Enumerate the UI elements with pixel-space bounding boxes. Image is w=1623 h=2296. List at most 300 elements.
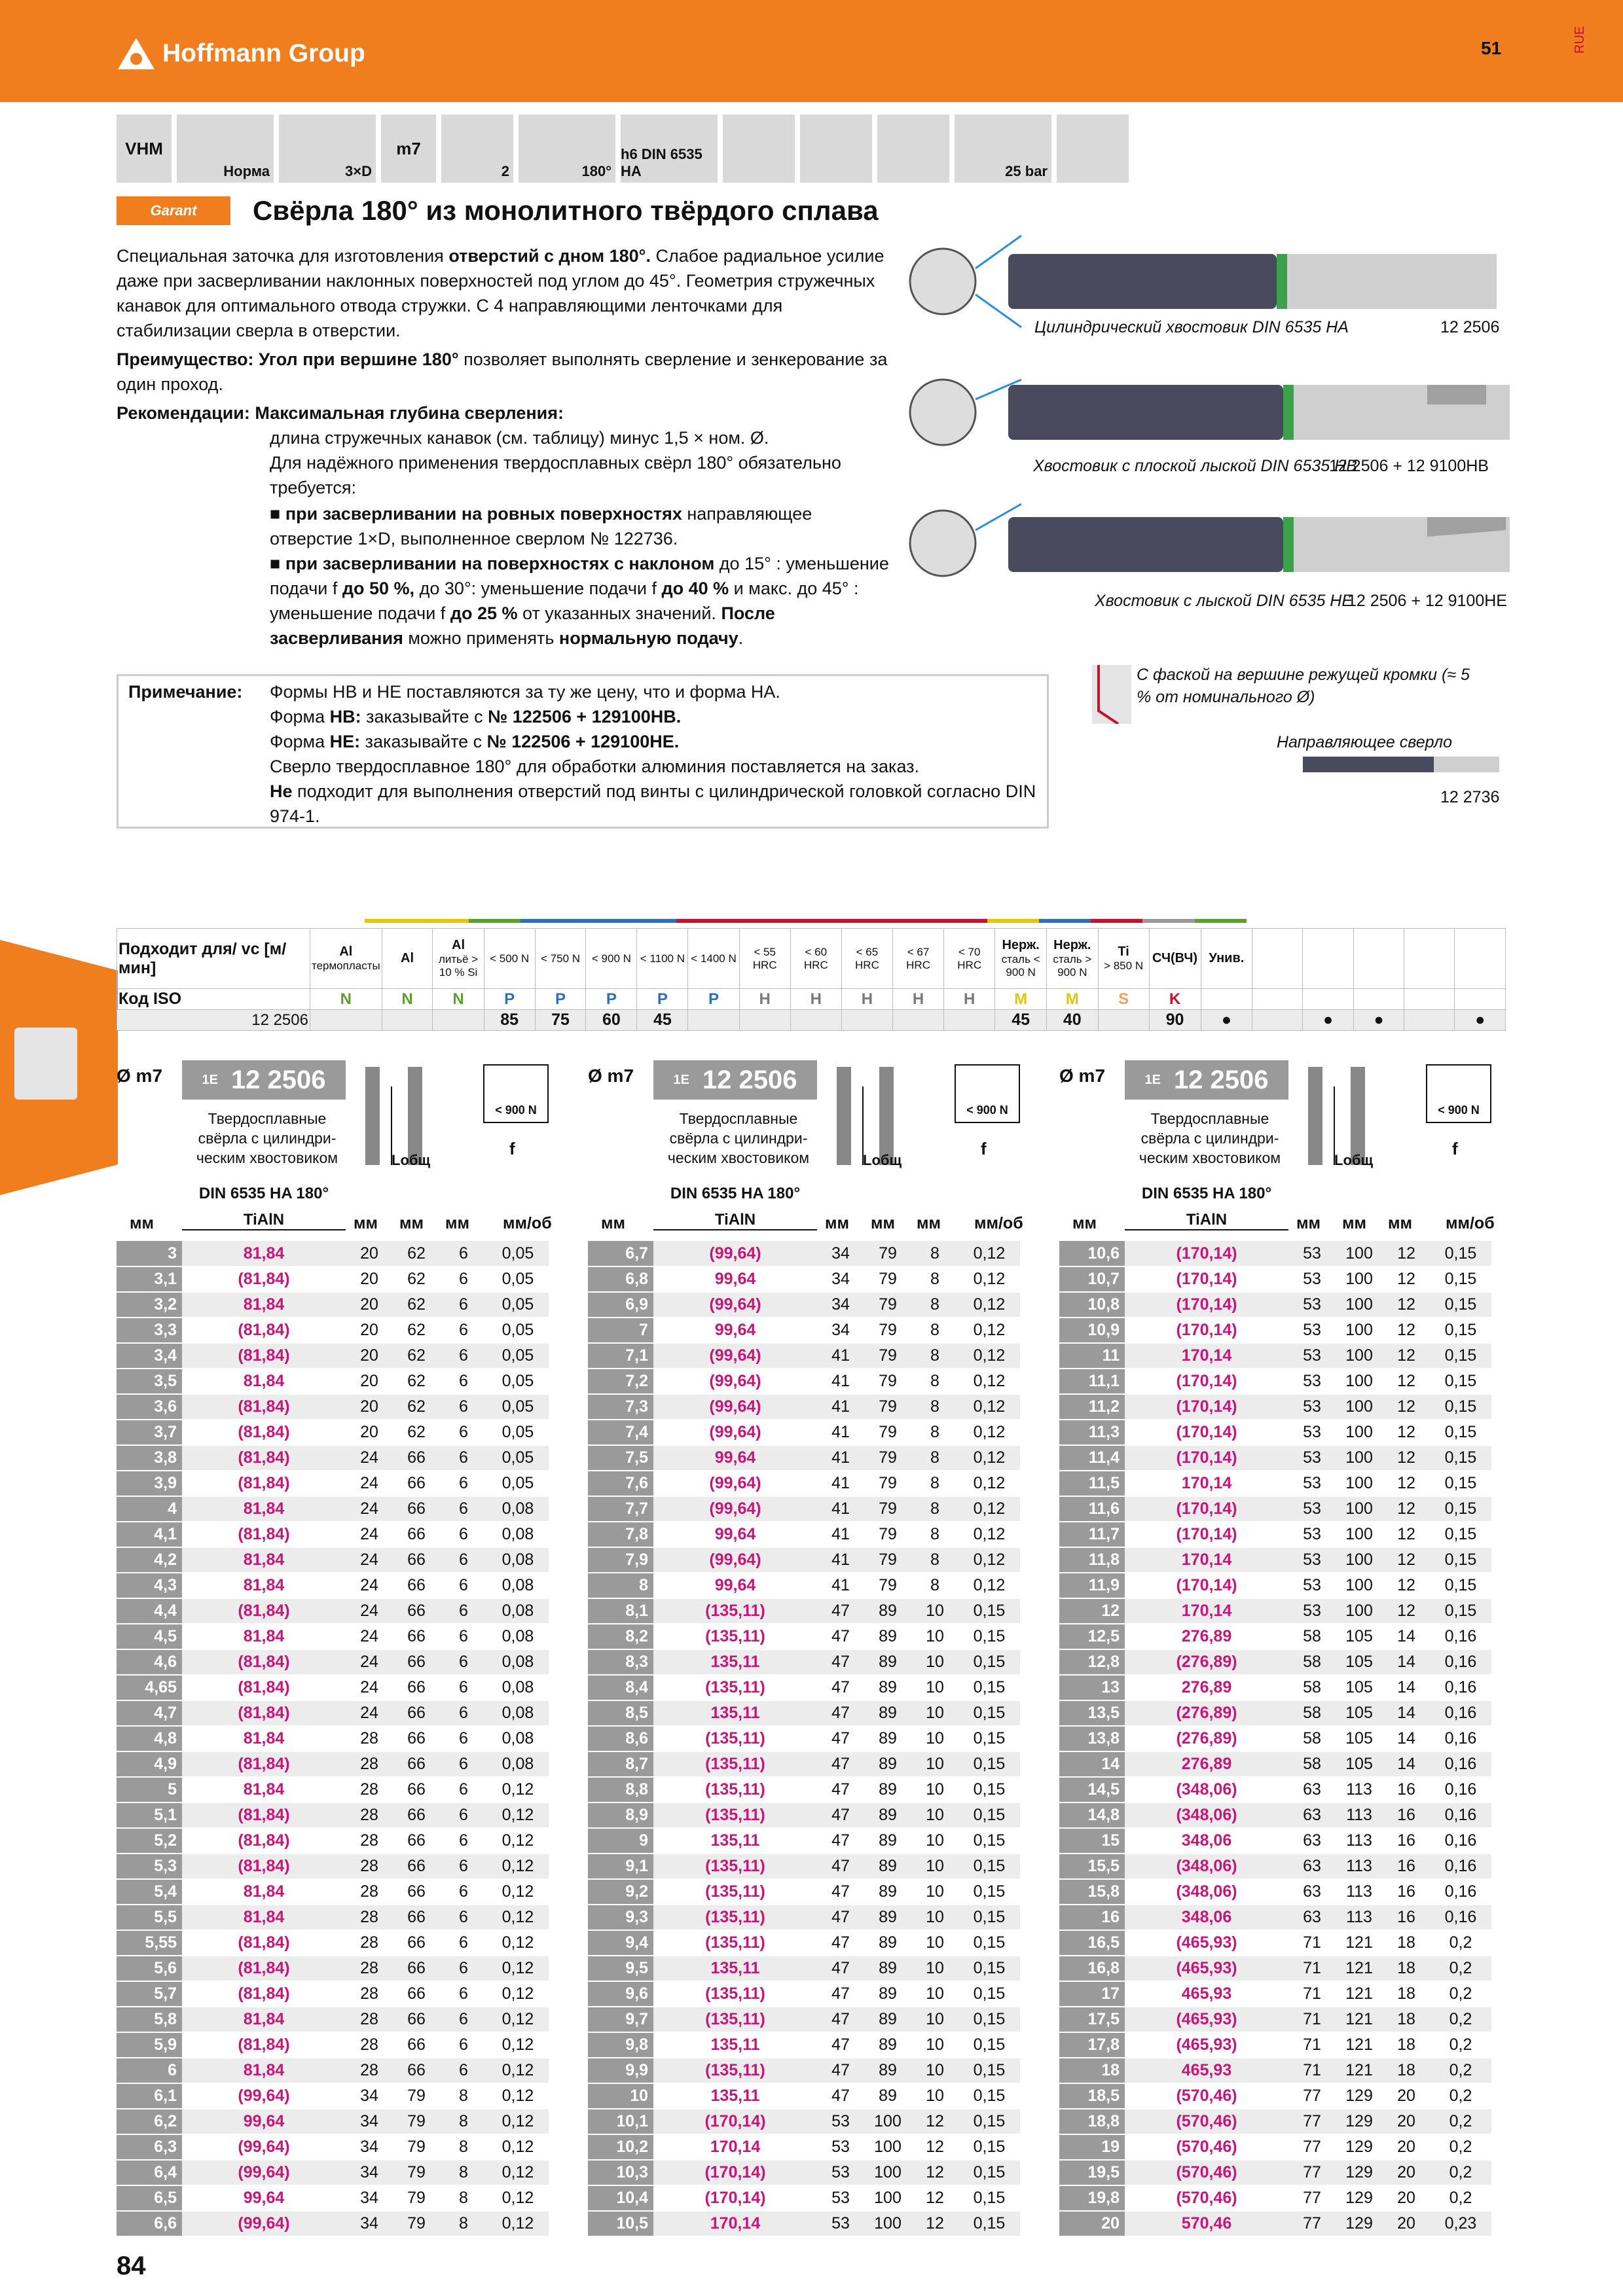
diameter-cell: 14 bbox=[1059, 1751, 1125, 1777]
material-col-sub: литьё > 10 % Si bbox=[438, 953, 479, 978]
feed-cell: 0,15 bbox=[958, 1675, 1020, 1700]
shank-cell: 12 bbox=[1383, 1420, 1430, 1445]
diameter-cell: 11,4 bbox=[1059, 1445, 1125, 1471]
din-label: DIN 6535 HA 180° bbox=[198, 1185, 329, 1202]
total-length-cell: 89 bbox=[864, 1956, 911, 1981]
steel-limit-icon: < 900 N bbox=[955, 1064, 1020, 1123]
icon-label: h6 DIN 6535 HA bbox=[621, 146, 702, 179]
material-col bbox=[433, 929, 484, 989]
total-length-cell: 62 bbox=[393, 1241, 440, 1266]
total-length-cell: 79 bbox=[393, 2185, 440, 2211]
feed-cell: 0,15 bbox=[1430, 1292, 1491, 1318]
total-length-cell: 66 bbox=[393, 1981, 440, 2007]
flute-length-cell: 34 bbox=[346, 2160, 393, 2185]
vc-value bbox=[1252, 1010, 1303, 1031]
shank-cell: 6 bbox=[440, 1496, 487, 1522]
shank-cell: 14 bbox=[1383, 1751, 1430, 1777]
feed-cell: 0,15 bbox=[958, 1803, 1020, 1828]
material-color-band bbox=[936, 919, 987, 923]
table-row bbox=[1059, 1854, 1491, 1879]
table-row bbox=[1059, 2109, 1491, 2134]
table-row bbox=[1059, 1930, 1491, 1956]
diameter-cell: 9,8 bbox=[588, 2032, 653, 2058]
flute-length-cell: 28 bbox=[346, 1828, 393, 1854]
diameter-cell: 14,8 bbox=[1059, 1803, 1125, 1828]
feed-cell: 0,12 bbox=[487, 1803, 549, 1828]
table-row bbox=[117, 1956, 549, 1981]
flute-length-cell: 41 bbox=[817, 1573, 864, 1598]
drill-ha-image bbox=[910, 236, 1497, 327]
shank-cell: 12 bbox=[1383, 1318, 1430, 1343]
flute-length-cell: 77 bbox=[1288, 2211, 1336, 2236]
flute-length-cell: 24 bbox=[346, 1598, 393, 1624]
price-cell: (465,93) bbox=[1125, 2032, 1288, 2058]
unit-feed: мм/об bbox=[503, 1214, 552, 1232]
iso-code: P bbox=[535, 989, 586, 1010]
total-length-cell: 66 bbox=[393, 2032, 440, 2058]
table-row bbox=[1059, 1700, 1491, 1726]
total-length-cell: 129 bbox=[1336, 2211, 1383, 2236]
feed-cell: 0,15 bbox=[1430, 1241, 1491, 1266]
flute-length-cell: 47 bbox=[817, 1930, 864, 1956]
shank-cell: 14 bbox=[1383, 1624, 1430, 1649]
diameter-cell: 18,5 bbox=[1059, 2083, 1125, 2109]
icon-label: 3×D bbox=[345, 163, 372, 179]
shank-cell: 6 bbox=[440, 1956, 487, 1981]
vc-value bbox=[1404, 1010, 1455, 1031]
total-length-cell: 79 bbox=[864, 1496, 911, 1522]
shank-cell: 6 bbox=[440, 1369, 487, 1394]
shank-cell: 10 bbox=[911, 1598, 958, 1624]
iso-code: P bbox=[637, 989, 688, 1010]
feed-cell: 0,16 bbox=[1430, 1751, 1491, 1777]
total-length-cell: 66 bbox=[393, 1598, 440, 1624]
table-row bbox=[588, 1828, 1020, 1854]
flute-length-cell: 71 bbox=[1288, 1956, 1336, 1981]
shank-cell: 6 bbox=[440, 1624, 487, 1649]
flute-length-cell: 71 bbox=[1288, 2058, 1336, 2083]
unit-mm: мм bbox=[1342, 1214, 1366, 1232]
diameter-cell: 5,9 bbox=[117, 2032, 182, 2058]
table-row bbox=[1059, 1803, 1491, 1828]
price-cell: (135,11) bbox=[653, 1777, 817, 1803]
shank-cell: 8 bbox=[911, 1343, 958, 1369]
table-row bbox=[1059, 1828, 1491, 1854]
total-length-cell: 89 bbox=[864, 1675, 911, 1700]
article-code-box bbox=[182, 1060, 346, 1100]
total-length-cell: 113 bbox=[1336, 1777, 1383, 1803]
price-cell: (81,84) bbox=[182, 1394, 346, 1420]
total-length-cell: 105 bbox=[1336, 1726, 1383, 1751]
flute-length-cell: 58 bbox=[1288, 1675, 1336, 1700]
material-col bbox=[1201, 929, 1252, 989]
total-length-cell: 79 bbox=[393, 2083, 440, 2109]
article-code-box bbox=[1125, 1060, 1288, 1100]
price-cell: (570,46) bbox=[1125, 2083, 1288, 2109]
price-cell: 348,06 bbox=[1125, 1828, 1288, 1854]
flute-length-cell: 53 bbox=[817, 2160, 864, 2185]
shank-cell: 6 bbox=[440, 1445, 487, 1471]
shank-cell: 6 bbox=[440, 1879, 487, 1905]
shank-cell: 12 bbox=[1383, 1471, 1430, 1496]
table-row bbox=[1059, 1879, 1491, 1905]
shank-cell: 10 bbox=[911, 1803, 958, 1828]
shank-cell: 18 bbox=[1383, 2032, 1430, 2058]
feed-cell: 0,15 bbox=[958, 1726, 1020, 1751]
price-cell: 99,64 bbox=[653, 1266, 817, 1292]
flute-length-cell: 20 bbox=[346, 1394, 393, 1420]
shank-cell: 20 bbox=[1383, 2185, 1430, 2211]
price-cell: (135,11) bbox=[653, 1624, 817, 1649]
price-cell: (81,84) bbox=[182, 1343, 346, 1369]
total-length-cell: 79 bbox=[864, 1445, 911, 1471]
price-cell: 81,84 bbox=[182, 1624, 346, 1649]
product-desc: Твердосплавные свёрла с цилиндри-ческим хвостовиком bbox=[667, 1110, 810, 1166]
diameter-cell: 3,9 bbox=[117, 1471, 182, 1496]
feed-cell: 0,05 bbox=[487, 1369, 549, 1394]
icon-label: 2 bbox=[501, 163, 509, 179]
total-length-cell: 79 bbox=[864, 1369, 911, 1394]
feed-cell: 0,15 bbox=[1430, 1598, 1491, 1624]
material-col bbox=[535, 929, 586, 989]
diameter-cell: 6,7 bbox=[588, 1241, 653, 1266]
table-row bbox=[117, 1751, 549, 1777]
feed-cell: 0,2 bbox=[1430, 2160, 1491, 2185]
price-cell: (99,64) bbox=[653, 1496, 817, 1522]
flute-length-cell: 47 bbox=[817, 1879, 864, 1905]
table-row bbox=[1059, 1394, 1491, 1420]
feed-cell: 0,12 bbox=[487, 2134, 549, 2160]
total-length-cell: 105 bbox=[1336, 1649, 1383, 1675]
table-row bbox=[1059, 1981, 1491, 2007]
diameter-cell: 19,5 bbox=[1059, 2160, 1125, 2185]
flute-length-cell: 28 bbox=[346, 1726, 393, 1751]
shank-cell: 16 bbox=[1383, 1828, 1430, 1854]
feed-cell: 0,15 bbox=[958, 1751, 1020, 1777]
vc-value: 75 bbox=[535, 1010, 586, 1031]
price-cell: 135,11 bbox=[653, 2032, 817, 2058]
icon-label: m7 bbox=[396, 138, 421, 158]
table-row bbox=[588, 2032, 1020, 2058]
feed-cell: 0,12 bbox=[487, 2211, 549, 2236]
feed-cell: 0,15 bbox=[958, 2007, 1020, 2032]
shank-cell: 12 bbox=[1383, 1369, 1430, 1394]
price-cell: (135,11) bbox=[653, 1981, 817, 2007]
table-row bbox=[1059, 2032, 1491, 2058]
price-cell: 81,84 bbox=[182, 2007, 346, 2032]
flute-length-cell: 41 bbox=[817, 1471, 864, 1496]
drill-size-table bbox=[117, 1241, 549, 2237]
price-cell: (135,11) bbox=[653, 1675, 817, 1700]
total-length-cell: 100 bbox=[1336, 1420, 1383, 1445]
table-row bbox=[117, 1343, 549, 1369]
total-length-cell: 66 bbox=[393, 2007, 440, 2032]
flute-length-cell: 41 bbox=[817, 1394, 864, 1420]
flute-length-cell: 34 bbox=[817, 1292, 864, 1318]
flute-length-cell: 28 bbox=[346, 1930, 393, 1956]
feed-cell: 0,12 bbox=[958, 1496, 1020, 1522]
material-col bbox=[893, 929, 944, 989]
article-tag: 1E bbox=[673, 1072, 689, 1087]
feed-cell: 0,12 bbox=[487, 1956, 549, 1981]
feed-cell: 0,15 bbox=[958, 1828, 1020, 1854]
shank-cell: 6 bbox=[440, 1905, 487, 1930]
shank-cell: 16 bbox=[1383, 1777, 1430, 1803]
drill-size-table bbox=[588, 1241, 1020, 2237]
shank-cell: 18 bbox=[1383, 1981, 1430, 2007]
total-length-cell: 79 bbox=[864, 1266, 911, 1292]
price-cell: (348,06) bbox=[1125, 1777, 1288, 1803]
feed-cell: 0,15 bbox=[958, 2058, 1020, 2083]
table-row bbox=[117, 2134, 549, 2160]
price-cell: (81,84) bbox=[182, 1675, 346, 1700]
table-row bbox=[117, 1649, 549, 1675]
shank-cell: 8 bbox=[911, 1241, 958, 1266]
shank-cell: 10 bbox=[911, 2083, 958, 2109]
total-length-cell: 66 bbox=[393, 1930, 440, 1956]
material-color-band bbox=[676, 919, 728, 923]
feed-cell: 0,15 bbox=[1430, 1471, 1491, 1496]
price-cell: 99,64 bbox=[653, 1522, 817, 1547]
table-row bbox=[1059, 1726, 1491, 1751]
shank-cell: 6 bbox=[440, 1318, 487, 1343]
total-length-cell: 66 bbox=[393, 1751, 440, 1777]
material-col bbox=[1353, 929, 1404, 989]
price-cell: 170,14 bbox=[653, 2211, 817, 2236]
total-length-cell: 100 bbox=[1336, 1241, 1383, 1266]
shank-cell: 6 bbox=[440, 2007, 487, 2032]
article-code: 12 2506 bbox=[1173, 1065, 1269, 1094]
total-length-cell: 121 bbox=[1336, 1956, 1383, 1981]
note-text: Формы HB и HE поставляются за ту же цену, что и форма HA. Форма HB: заказывайте с № 122506 + 129100HB. Форма HE: заказывайте с № 122506 + 129100HE. Сверло твердосплавное 180° для обработки алюминия поставляется на заказ. Не подходит для выполнения отверстий под винты с цилиндрической головкой согласно DIN 974-1. bbox=[270, 682, 1036, 826]
flute-length-cell: 34 bbox=[817, 1266, 864, 1292]
price-cell: (276,89) bbox=[1125, 1726, 1288, 1751]
material-col-title: СЧ(ВЧ) bbox=[1152, 951, 1198, 965]
table-row bbox=[1059, 2185, 1491, 2211]
shank-cell: 6 bbox=[440, 2058, 487, 2083]
feed-cell: 0,15 bbox=[1430, 1547, 1491, 1573]
shank-cell: 6 bbox=[440, 1828, 487, 1854]
table-row bbox=[117, 2032, 549, 2058]
flute-length-cell: 53 bbox=[1288, 1522, 1336, 1547]
bullet-flat: ■ при засверливании на ровных поверхностях направляющее отверстие 1×D, выполненное сверлом № 122736. bbox=[270, 504, 812, 548]
total-length-cell: 113 bbox=[1336, 1828, 1383, 1854]
diameter-cell: 12,5 bbox=[1059, 1624, 1125, 1649]
flute-length-cell: 47 bbox=[817, 1956, 864, 1981]
overall-length-label: Lобщ bbox=[392, 1152, 431, 1168]
total-length-cell: 79 bbox=[864, 1522, 911, 1547]
material-color-band bbox=[780, 919, 831, 923]
total-length-cell: 105 bbox=[1336, 1700, 1383, 1726]
material-col-sub: сталь < 900 N bbox=[1001, 953, 1040, 978]
price-cell: (465,93) bbox=[1125, 1956, 1288, 1981]
feed-cell: 0,12 bbox=[958, 1343, 1020, 1369]
material-col-sub: < 55 HRC bbox=[752, 945, 777, 971]
shank-cell: 8 bbox=[911, 1547, 958, 1573]
diameter-cell: 13,5 bbox=[1059, 1700, 1125, 1726]
diameter-cell: 6,1 bbox=[117, 2083, 182, 2109]
flute-length-cell: 47 bbox=[817, 1777, 864, 1803]
shank-cell: 8 bbox=[440, 2185, 487, 2211]
diameter-cell: 14,5 bbox=[1059, 1777, 1125, 1803]
total-length-cell: 100 bbox=[1336, 1496, 1383, 1522]
feed-cell: 0,05 bbox=[487, 1266, 549, 1292]
feed-cell: 0,12 bbox=[958, 1547, 1020, 1573]
table-row bbox=[1059, 1751, 1491, 1777]
coating-label: TiAlN bbox=[653, 1211, 817, 1230]
flute-length-cell: 24 bbox=[346, 1675, 393, 1700]
flute-length-cell: 28 bbox=[346, 1803, 393, 1828]
table-row bbox=[117, 1573, 549, 1598]
table-row bbox=[117, 1700, 549, 1726]
feed-cell: 0,08 bbox=[487, 1598, 549, 1624]
flute-length-cell: 63 bbox=[1288, 1803, 1336, 1828]
total-length-cell: 89 bbox=[864, 1598, 911, 1624]
total-length-cell: 66 bbox=[393, 1803, 440, 1828]
total-length-cell: 100 bbox=[1336, 1547, 1383, 1573]
shank-cell: 12 bbox=[1383, 1292, 1430, 1318]
material-suitability-table bbox=[117, 928, 1506, 1031]
drill-he-image bbox=[910, 504, 1510, 576]
diameter-cell: 11,2 bbox=[1059, 1394, 1125, 1420]
pilot-drill-image bbox=[1303, 753, 1499, 776]
diameter-cell: 7,8 bbox=[588, 1522, 653, 1547]
price-cell: (570,46) bbox=[1125, 2134, 1288, 2160]
diameter-cell: 8,2 bbox=[588, 1624, 653, 1649]
table-row bbox=[588, 1496, 1020, 1522]
price-cell: 99,64 bbox=[653, 1318, 817, 1343]
total-length-cell: 89 bbox=[864, 1803, 911, 1828]
shank-cell: 6 bbox=[440, 1981, 487, 2007]
table-row bbox=[117, 2058, 549, 2083]
price-cell: (99,64) bbox=[653, 1292, 817, 1318]
shank-cell: 8 bbox=[911, 1573, 958, 1598]
material-col-sub: < 65 HRC bbox=[855, 945, 879, 971]
total-length-cell: 121 bbox=[1336, 2032, 1383, 2058]
feed-cell: 0,12 bbox=[487, 2160, 549, 2185]
iso-code: H bbox=[739, 989, 790, 1010]
chamfer-icon bbox=[1092, 665, 1131, 724]
material-col-sub: > 850 N bbox=[1104, 960, 1144, 972]
flute-length-cell: 53 bbox=[1288, 1420, 1336, 1445]
diameter-cell: 18 bbox=[1059, 2058, 1125, 2083]
iso-code: P bbox=[586, 989, 637, 1010]
feed-cell: 0,2 bbox=[1430, 2058, 1491, 2083]
drill-size-table bbox=[1059, 1241, 1491, 2237]
shank-cell: 6 bbox=[440, 1803, 487, 1828]
total-length-cell: 89 bbox=[864, 1828, 911, 1854]
shank-cell: 6 bbox=[440, 1547, 487, 1573]
product-desc: Твердосплавные свёрла с цилиндри-ческим хвостовиком bbox=[1139, 1110, 1281, 1166]
feed-cell: 0,2 bbox=[1430, 1956, 1491, 1981]
table-row bbox=[117, 1394, 549, 1420]
flute-length-cell: 47 bbox=[817, 2058, 864, 2083]
iso-code: N bbox=[382, 989, 433, 1010]
flute-length-cell: 34 bbox=[346, 2211, 393, 2236]
table-row bbox=[117, 1981, 549, 2007]
feed-cell: 0,12 bbox=[487, 2058, 549, 2083]
table-row bbox=[1059, 1471, 1491, 1496]
price-cell: (170,14) bbox=[1125, 1522, 1288, 1547]
table-row bbox=[588, 1879, 1020, 1905]
feed-cell: 0,12 bbox=[958, 1445, 1020, 1471]
material-col-title: Нерж. bbox=[1053, 938, 1091, 952]
diameter-cell: 5,8 bbox=[117, 2007, 182, 2032]
flute-length-cell: 71 bbox=[1288, 2007, 1336, 2032]
shank-cell: 14 bbox=[1383, 1649, 1430, 1675]
total-length-cell: 100 bbox=[1336, 1445, 1383, 1471]
flute-length-cell: 47 bbox=[817, 2032, 864, 2058]
vc-value: 40 bbox=[1046, 1010, 1098, 1031]
diameter-cell: 20 bbox=[1059, 2211, 1125, 2236]
table-row bbox=[1059, 1624, 1491, 1649]
table-row bbox=[588, 1700, 1020, 1726]
shank-cell: 10 bbox=[911, 1649, 958, 1675]
price-cell: 170,14 bbox=[653, 2134, 817, 2160]
iso-code: M bbox=[995, 989, 1047, 1010]
price-cell: (135,11) bbox=[653, 1879, 817, 1905]
shank-cell: 12 bbox=[1383, 1343, 1430, 1369]
feed-cell: 0,15 bbox=[958, 1598, 1020, 1624]
drill-depth-icon bbox=[279, 115, 376, 183]
total-length-cell: 89 bbox=[864, 1854, 911, 1879]
table-row bbox=[117, 2211, 549, 2236]
feed-cell: 0,15 bbox=[1430, 1522, 1491, 1547]
price-cell: (170,14) bbox=[1125, 1292, 1288, 1318]
diameter-cell: 9,3 bbox=[588, 1905, 653, 1930]
total-length-cell: 100 bbox=[1336, 1573, 1383, 1598]
shank-cell: 8 bbox=[440, 2211, 487, 2236]
page-number-top: 51 bbox=[1481, 38, 1502, 58]
total-length-cell: 66 bbox=[393, 1547, 440, 1573]
shank-cell: 10 bbox=[911, 1905, 958, 1930]
price-cell: (99,64) bbox=[653, 1547, 817, 1573]
price-cell: 81,84 bbox=[182, 1573, 346, 1598]
vc-value bbox=[841, 1010, 892, 1031]
shank-cell: 14 bbox=[1383, 1675, 1430, 1700]
feed-cell: 0,15 bbox=[1430, 1445, 1491, 1471]
feed-cell: 0,15 bbox=[958, 2185, 1020, 2211]
material-col-title: Al bbox=[401, 951, 414, 965]
iso-code: M bbox=[1046, 989, 1098, 1010]
diameter-cell: 11,9 bbox=[1059, 1573, 1125, 1598]
table-row bbox=[588, 1318, 1020, 1343]
material-color-band bbox=[365, 919, 416, 923]
total-length-cell: 129 bbox=[1336, 2185, 1383, 2211]
iso-code: H bbox=[893, 989, 944, 1010]
diameter-cell: 5,55 bbox=[117, 1930, 182, 1956]
diameter-cell: 5,4 bbox=[117, 1879, 182, 1905]
price-cell: 81,84 bbox=[182, 1879, 346, 1905]
diameter-cell: 3,5 bbox=[117, 1369, 182, 1394]
diameter-cell: 15,8 bbox=[1059, 1879, 1125, 1905]
total-length-cell: 62 bbox=[393, 1343, 440, 1369]
material-col-sub: < 500 N bbox=[490, 952, 530, 965]
shank-cell: 10 bbox=[911, 2032, 958, 2058]
vc-value bbox=[739, 1010, 790, 1031]
table-row bbox=[588, 1292, 1020, 1318]
flute-length-cell: 63 bbox=[1288, 1854, 1336, 1879]
flute-length-cell: 53 bbox=[817, 2134, 864, 2160]
price-cell: (81,84) bbox=[182, 1981, 346, 2007]
feed-cell: 0,12 bbox=[487, 2032, 549, 2058]
materials-head: Подходит для/ vc [м/мин] bbox=[117, 929, 310, 989]
coating-label: TiAlN bbox=[182, 1211, 346, 1230]
material-col-sub: < 70 HRC bbox=[957, 945, 982, 971]
material-col bbox=[1303, 929, 1354, 989]
total-length-cell: 100 bbox=[864, 2109, 911, 2134]
flute-length-cell: 28 bbox=[346, 1905, 393, 1930]
